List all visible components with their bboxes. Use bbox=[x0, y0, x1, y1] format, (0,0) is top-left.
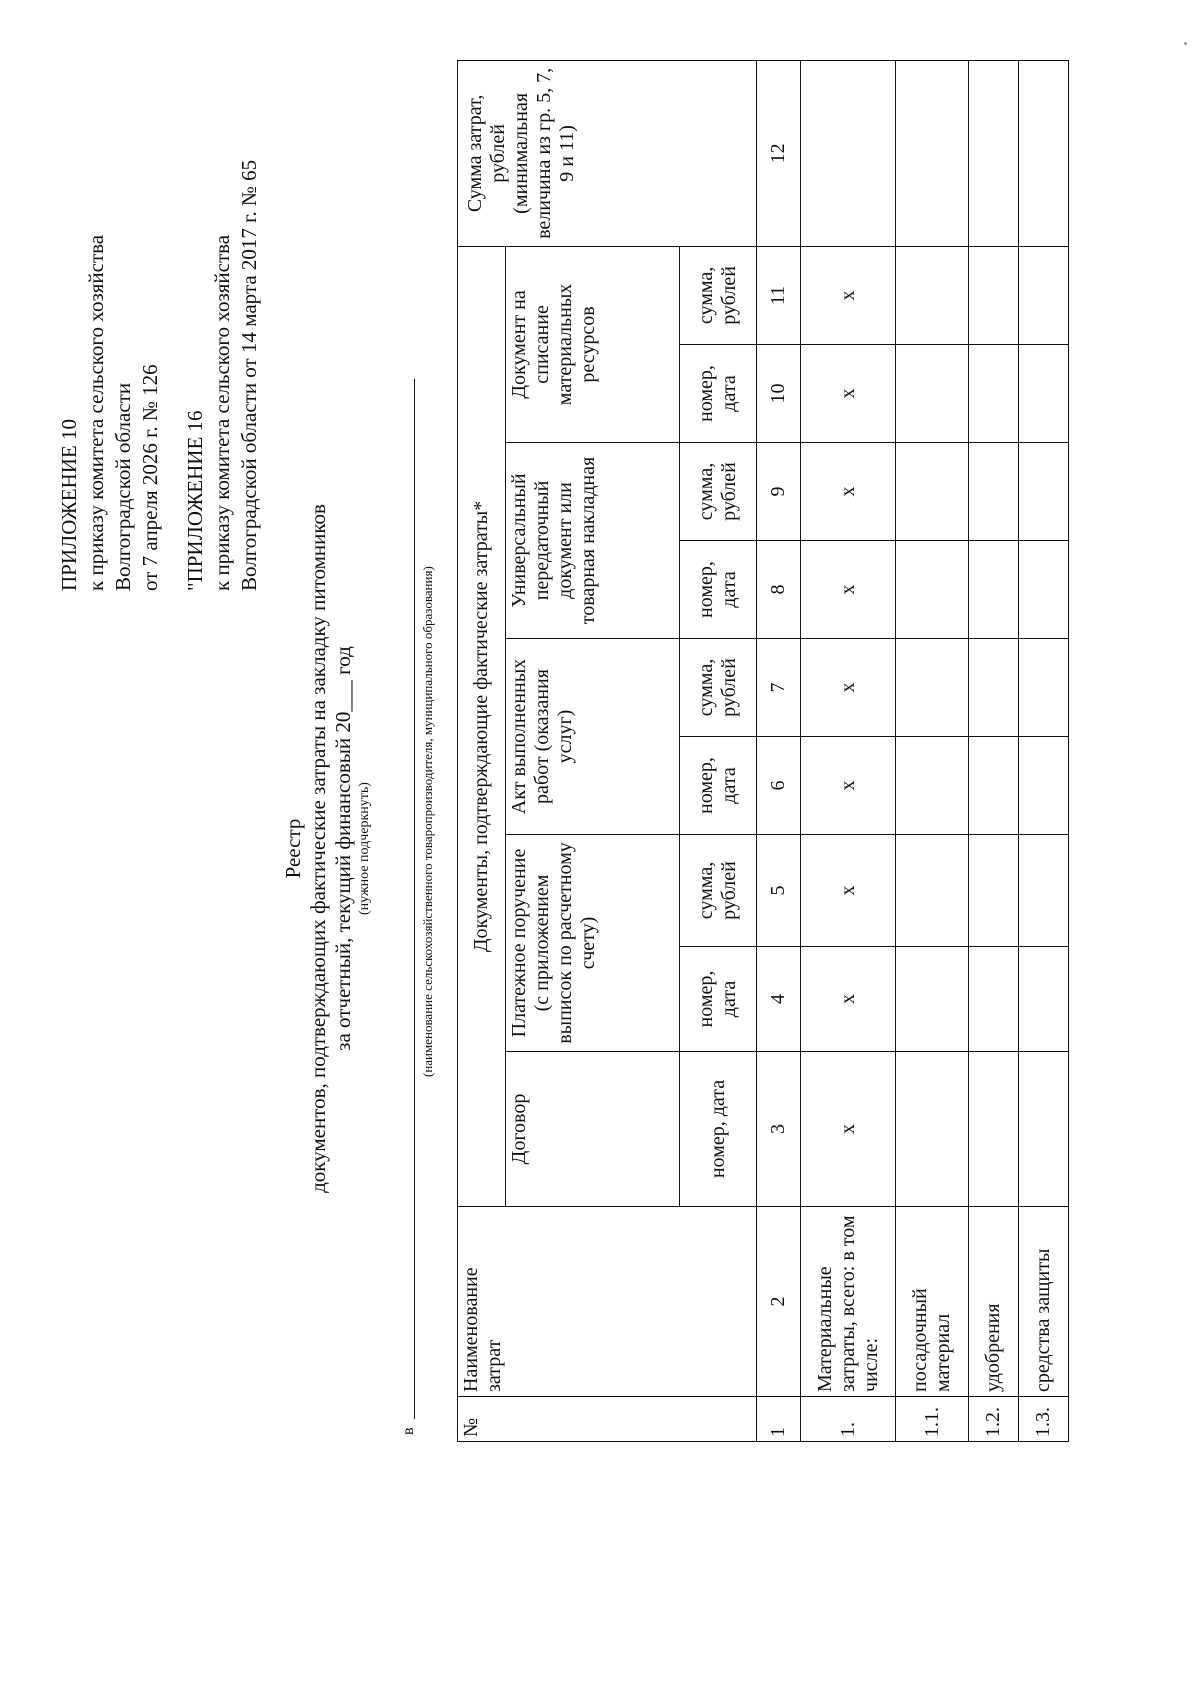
table-cell bbox=[969, 737, 1019, 835]
table-cell bbox=[801, 60, 896, 246]
table-cell bbox=[969, 835, 1019, 947]
appendix-original-line: к приказу комитета сельского хозяйства bbox=[210, 234, 234, 591]
table-cell bbox=[896, 737, 969, 835]
row-number: 1.2. bbox=[969, 1397, 1019, 1442]
sub-amount: сумма, рублей bbox=[680, 443, 757, 541]
title-line: документов, подтверждающих фактические затраты на закладку питомников bbox=[306, 504, 330, 1193]
appendix-current-line: Волгоградской области bbox=[111, 382, 135, 591]
appendix-original-line: Волгоградской области от 14 марта 2017 г. № 65 bbox=[237, 159, 261, 591]
table-row bbox=[801, 60, 896, 1441]
column-number-cell: 2 bbox=[757, 1207, 801, 1397]
sub-amount: сумма, рублей bbox=[680, 246, 757, 344]
table-cell bbox=[969, 947, 1019, 1052]
table-cell bbox=[1019, 639, 1069, 737]
column-number-cell: 6 bbox=[757, 737, 801, 835]
table-cell: х bbox=[801, 947, 896, 1052]
appendix-current-line: к приказу комитета сельского хозяйства bbox=[84, 234, 108, 591]
column-number-cell: 1 bbox=[757, 1397, 801, 1442]
table-cell bbox=[1019, 60, 1069, 246]
table-cell bbox=[969, 443, 1019, 541]
table-cell bbox=[1019, 345, 1069, 443]
header-row-1 bbox=[458, 60, 506, 1441]
table-row bbox=[1019, 60, 1069, 1441]
appendix-original-block bbox=[182, 160, 263, 591]
table-cell bbox=[896, 246, 969, 344]
table-cell bbox=[969, 345, 1019, 443]
title-line: за отчетный, текущий финансовый 20___ год bbox=[331, 646, 355, 1051]
doc-group-upd: Универсальный передаточный документ или товарная накладная bbox=[506, 443, 680, 639]
row-number: 1.1. bbox=[896, 1397, 969, 1442]
row-number: 1. bbox=[801, 1397, 896, 1442]
table-cell bbox=[969, 60, 1019, 246]
table-cell bbox=[896, 1052, 969, 1207]
row-name: Материальные затраты, всего: в том числе: bbox=[801, 1207, 896, 1397]
appendix-current-line: от 7 апреля 2026 г. № 126 bbox=[138, 364, 162, 591]
table-cell bbox=[896, 345, 969, 443]
table-cell bbox=[1019, 1052, 1069, 1207]
scan-speck bbox=[1184, 42, 1187, 45]
table-cell bbox=[896, 639, 969, 737]
register-title bbox=[281, 0, 374, 1697]
table-cell bbox=[896, 60, 969, 246]
column-number-cell: 12 bbox=[757, 60, 801, 246]
registry-table bbox=[457, 60, 1069, 1442]
table-cell bbox=[1019, 947, 1069, 1052]
column-number-cell: 11 bbox=[757, 246, 801, 344]
table-cell bbox=[969, 1052, 1019, 1207]
column-number-cell: 10 bbox=[757, 345, 801, 443]
table-row bbox=[969, 60, 1019, 1441]
table-cell bbox=[896, 541, 969, 639]
table-cell bbox=[969, 246, 1019, 344]
sub-number-date: номер, дата bbox=[680, 541, 757, 639]
row-name: посадочный материал bbox=[896, 1207, 969, 1397]
table-cell: х bbox=[801, 443, 896, 541]
table-cell: х bbox=[801, 246, 896, 344]
row-name: средства защиты bbox=[1019, 1207, 1069, 1397]
col-sum-header: Сумма затрат, рублей (минимальная величина из гр. 5, 7, 9 и 11) bbox=[458, 60, 757, 246]
col-docs-header: Документы, подтверждающие фактические затраты* bbox=[458, 246, 506, 1206]
row-name: удобрения bbox=[969, 1207, 1019, 1397]
appendix-current-line: ПРИЛОЖЕНИЕ 10 bbox=[57, 419, 81, 591]
table-cell: х bbox=[801, 835, 896, 947]
title-hint: (нужное подчеркнуть) bbox=[357, 782, 372, 915]
column-number-row bbox=[757, 60, 801, 1441]
table-cell: х bbox=[801, 639, 896, 737]
table-cell: х bbox=[801, 737, 896, 835]
table-cell: х bbox=[801, 1052, 896, 1207]
producer-hint: (наименование сельскохозяйственного товаропроизводителя, муниципального образования) bbox=[420, 566, 435, 1077]
column-number-cell: 4 bbox=[757, 947, 801, 1052]
table-cell bbox=[896, 947, 969, 1052]
producer-underline bbox=[414, 379, 415, 1419]
doc-group-contract: Договор bbox=[506, 1052, 680, 1207]
table-cell bbox=[896, 835, 969, 947]
column-number-cell: 8 bbox=[757, 541, 801, 639]
title-line: Реестр bbox=[281, 818, 305, 879]
table-cell bbox=[1019, 737, 1069, 835]
column-number-cell: 7 bbox=[757, 639, 801, 737]
sub-number-date: номер, дата bbox=[680, 737, 757, 835]
column-number-cell: 5 bbox=[757, 835, 801, 947]
table-row bbox=[896, 60, 969, 1441]
table-cell bbox=[969, 541, 1019, 639]
col-number-header: № bbox=[458, 1397, 757, 1442]
table-cell bbox=[896, 443, 969, 541]
doc-group-writeoff: Документ на списание материальных ресурсов bbox=[506, 246, 680, 442]
column-number-cell: 9 bbox=[757, 443, 801, 541]
col-name-header: Наименование затрат bbox=[458, 1207, 757, 1397]
sub-number-date-combined: номер, дата bbox=[680, 1052, 757, 1207]
appendix-original-line: "ПРИЛОЖЕНИЕ 16 bbox=[183, 410, 207, 591]
table-cell bbox=[1019, 246, 1069, 344]
producer-prefix: в bbox=[400, 1427, 417, 1435]
sub-amount: сумма, рублей bbox=[680, 639, 757, 737]
table-cell: х bbox=[801, 345, 896, 443]
table-cell bbox=[1019, 541, 1069, 639]
appendix-current-block bbox=[56, 235, 164, 591]
sub-number-date: номер, дата bbox=[680, 345, 757, 443]
sub-amount: сумма, рублей bbox=[680, 835, 757, 947]
doc-group-payment: Платежное поручение (с приложением выписок по расчетному счету) bbox=[506, 835, 680, 1052]
column-number-cell: 3 bbox=[757, 1052, 801, 1207]
doc-group-act: Акт выполненных работ (оказания услуг) bbox=[506, 639, 680, 835]
table-cell bbox=[969, 639, 1019, 737]
row-number: 1.3. bbox=[1019, 1397, 1069, 1442]
table-cell bbox=[1019, 835, 1069, 947]
sub-number-date: номер, дата bbox=[680, 947, 757, 1052]
table-cell bbox=[1019, 443, 1069, 541]
table-cell: х bbox=[801, 541, 896, 639]
